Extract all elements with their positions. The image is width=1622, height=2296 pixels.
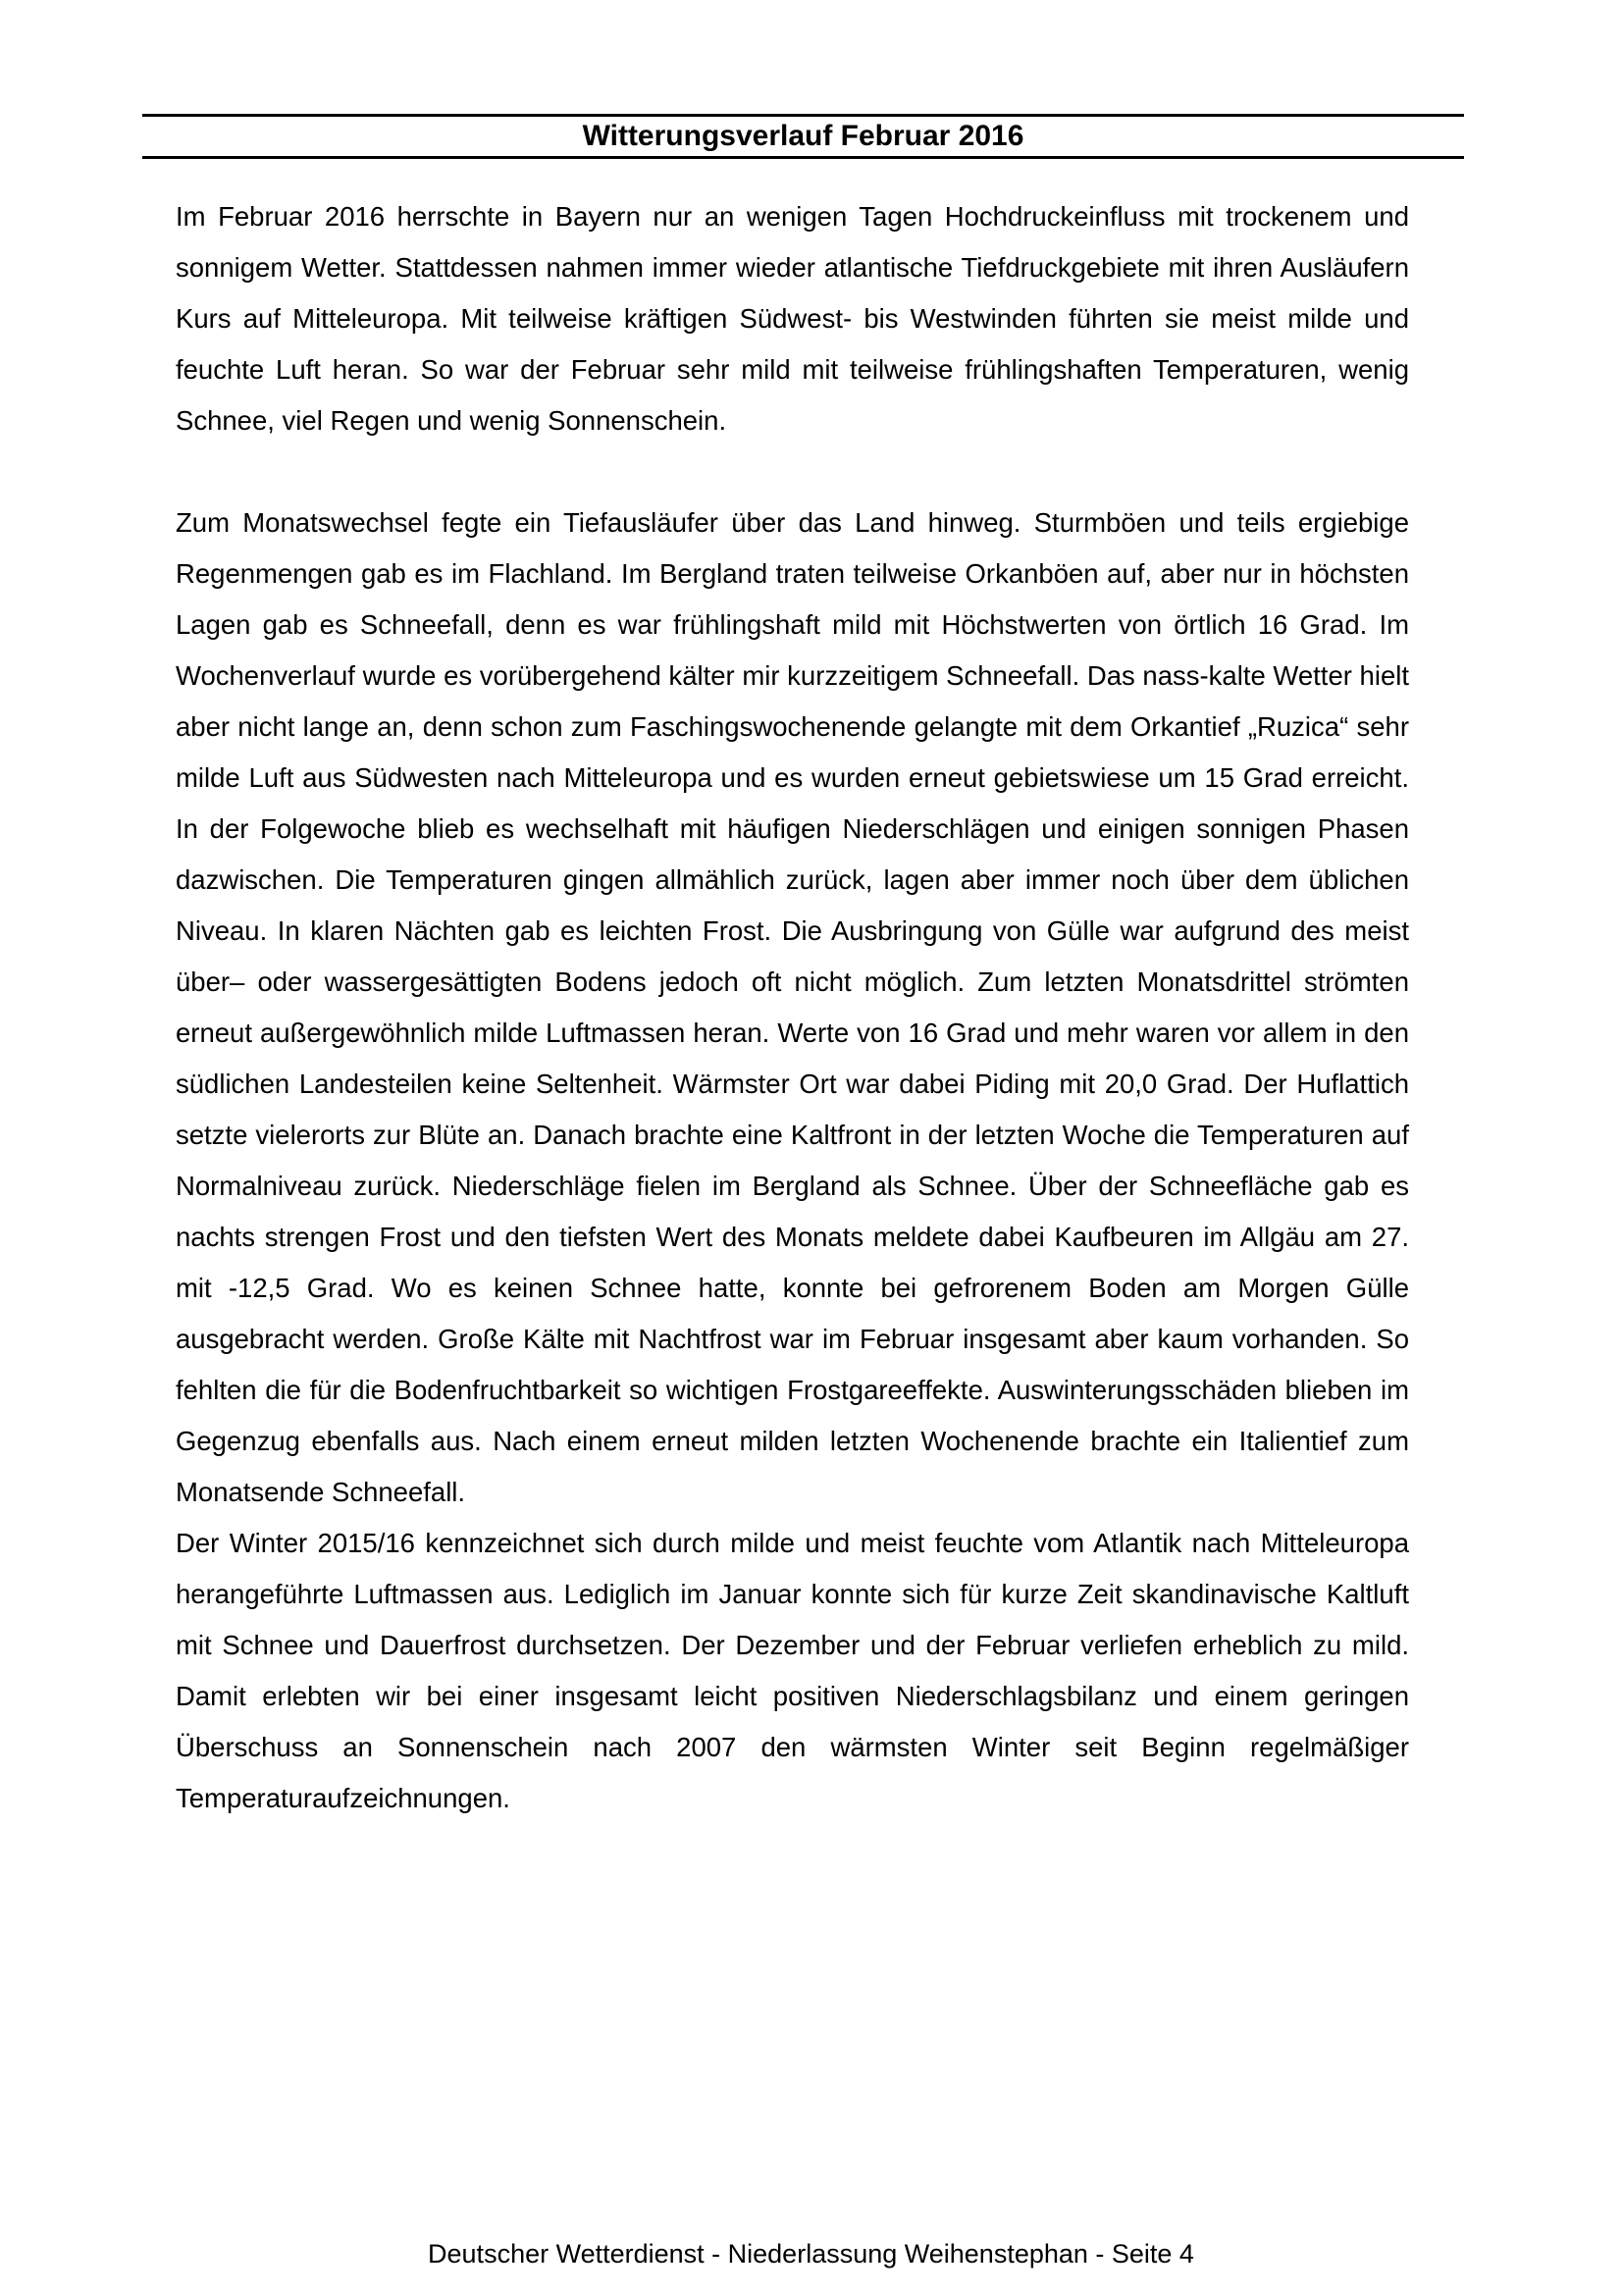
page-footer: Deutscher Wetterdienst - Niederlassung Weihenstephan - Seite 4 (428, 2239, 1194, 2269)
page-title: Witterungsverlauf Februar 2016 (582, 120, 1024, 152)
paragraph-intro: Im Februar 2016 herrschte in Bayern nur an wenigen Tagen Hochdruckeinfluss mit trockenem und sonnigem Wetter. Stattdessen nahmen immer wieder atlantische Tiefdruckgebiete mit ihren Ausläufern Kurs auf Mitteleuropa. Mit teilweise kräftigen Südwest- bis Westwinden führten sie meist milde und feuchte Luft heran. So war der Februar sehr mild mit teilweise frühlingshaften Temperaturen, wenig Schnee, viel Regen und wenig Sonnenschein. (176, 201, 1409, 436)
document-body (176, 191, 1409, 1824)
paragraph-winter-summary: Der Winter 2015/16 kennzeichnet sich durch milde und meist feuchte vom Atlantik nach Mitteleuropa herangeführte Luftmassen aus. Lediglich im Januar konnte sich für kurze Zeit skandinavische Kaltluft mit Schnee und Dauerfrost durchsetzen. Der Dezember und der Februar verliefen erheblich zu mild. Damit erlebten wir bei einer insgesamt leicht positiven Niederschlagsbilanz und einem geringen Überschuss an Sonnenschein nach 2007 den wärmsten Winter seit Beginn regelmäßiger Temperaturaufzeichnungen. (176, 1528, 1409, 1813)
title-bar (142, 114, 1464, 159)
paragraph-month-details: Zum Monatswechsel fegte ein Tiefausläufer über das Land hinweg. Sturmböen und teils ergiebige Regenmengen gab es im Flachland. Im Bergland traten teilweise Orkanböen auf, aber nur in höchsten Lagen gab es Schneefall, denn es war frühlingshaft mild mit Höchstwerten von örtlich 16 Grad. Im Wochenverlauf wurde es vorübergehend kälter mir kurzzeitigem Schneefall. Das nass-kalte Wetter hielt aber nicht lange an, denn schon zum Faschingswochenende gelangte mit dem Orkantief „Ruzica“ sehr milde Luft aus Südwesten nach Mitteleuropa und es wurden erneut gebietswiese um 15 Grad erreicht. In der Folgewoche blieb es wechselhaft mit häufigen Niederschlägen und einigen sonnigen Phasen dazwischen. Die Temperaturen gingen allmählich zurück, lagen aber immer noch über dem üblichen Niveau. In klaren Nächten gab es leichten Frost. Die Ausbringung von Gülle war aufgrund des meist über– oder wassergesättigten Bodens jedoch oft nicht möglich. Zum letzten Monatsdrittel strömten erneut außergewöhnlich milde Luftmassen heran. Werte von 16 Grad und mehr waren vor allem in den südlichen Landesteilen keine Seltenheit. Wärmster Ort war dabei Piding mit 20,0 Grad. Der Huflattich setzte vielerorts zur Blüte an. Danach brachte eine Kaltfront in der letzten Woche die Temperaturen auf Normalniveau zurück. Niederschläge fielen im Bergland als Schnee. Über der Schneefläche gab es nachts strengen Frost und den tiefsten Wert des Monats meldete dabei Kaufbeuren im Allgäu am 27. mit -12,5 Grad. Wo es keinen Schnee hatte, konnte bei gefrorenem Boden am Morgen Gülle ausgebracht werden. Große Kälte mit Nachtfrost war im Februar insgesamt aber kaum vorhanden. So fehlten die für die Bodenfruchtbarkeit so wichtigen Frostgareeffekte. Auswinterungsschäden blieben im Gegenzug ebenfalls aus. Nach einem erneut milden letzten Wochenende brachte ein Italientief zum Monatsende Schneefall. (176, 507, 1409, 1507)
